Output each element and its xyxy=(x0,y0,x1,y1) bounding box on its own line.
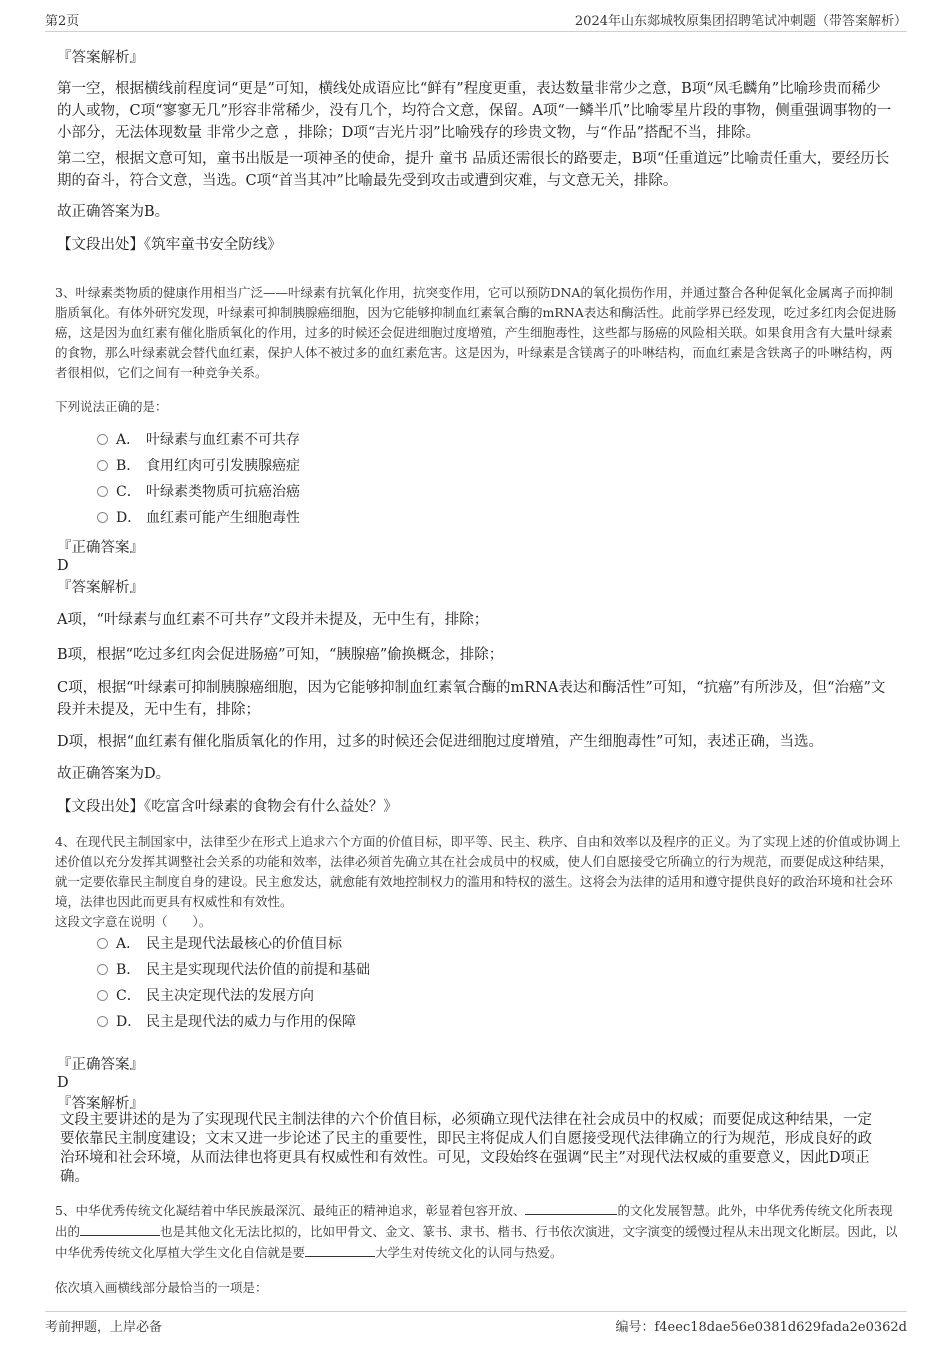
radio-button[interactable] xyxy=(97,460,108,471)
q3-option-d[interactable]: D． 血红素可能产生细胞毒性 xyxy=(97,508,300,528)
q3-prompt: 下列说法正确的是： xyxy=(55,399,168,414)
answer-blank-1 xyxy=(525,1200,617,1215)
radio-button[interactable] xyxy=(97,512,108,523)
q4-correct-answer: D xyxy=(57,1075,69,1091)
q2-source: 【文段出处】《筑牢童书安全防线》 xyxy=(57,237,282,253)
q4-option-c[interactable]: C． 民主决定现代法的发展方向 xyxy=(97,986,314,1006)
radio-button[interactable] xyxy=(97,1016,108,1027)
q4-prompt: 这段文字意在说明（ ）。 xyxy=(55,914,212,929)
q3-stem: 3、叶绿素类物质的健康作用相当广泛——叶绿素有抗氧化作用，抗突变作用，它可以预防DNA的氧化损伤作用，并通过螯合各种促氧化金属离子而抑制脂质氧化。有体外研究发现，叶绿素可抑制胰腺癌细胞，因为它能够抑制血红素氧合酶的mRNA表达和酶活性。此前学界已经发现，吃过多红肉会促进肠癌，这是因为血红素有催化脂质氧化的作用，过多的时候还会促进细胞过度增殖，产生细胞毒性，这些都与肠癌的风险相关联。如果食用含有大量叶绿素的食物，那么叶绿素就会替代血红素，保护人体不被过多的血红素危害。这是因为，叶绿素是含镁离子的卟啉结构，而血红素是含铁离子的卟啉结构，两者很相似，它们之间有一种竞争关系。 xyxy=(55,285,897,380)
q3-correct-label: 『正确答案』 xyxy=(57,540,144,556)
answer-blank-2 xyxy=(80,1221,160,1236)
page-header xyxy=(45,10,907,32)
footer-slogan: 考前押题，上岸必备 xyxy=(45,1320,163,1335)
q2-analysis-label: 『答案解析』 xyxy=(57,50,144,66)
page-footer xyxy=(45,1311,907,1335)
answer-blank-3 xyxy=(305,1242,375,1257)
q3-analysis-d: D项，根据“血红素有催化脂质氧化的作用，过多的时候还会促进细胞过度增殖，产生细胞毒性”可知，表述正确，当选。 xyxy=(57,734,823,750)
q5-prompt: 依次填入画横线部分最恰当的一项是： xyxy=(55,1280,268,1295)
q3-correct-answer: D xyxy=(57,558,69,574)
q3-source: 【文段出处】《吃富含叶绿素的食物会有什么益处？》 xyxy=(57,799,398,815)
q4-option-a[interactable]: A． 民主是现代法最核心的价值目标 xyxy=(97,934,342,954)
q3-option-c[interactable]: C． 叶绿素类物质可抗癌治癌 xyxy=(97,482,300,502)
radio-button[interactable] xyxy=(97,938,108,949)
q3-option-a[interactable]: A． 叶绿素与血红素不可共存 xyxy=(97,430,300,450)
page-number: 第2页 xyxy=(45,14,80,29)
document-title: 2024年山东郯城牧原集团招聘笔试冲刺题（带答案解析） xyxy=(574,14,907,29)
q3-analysis-label: 『答案解析』 xyxy=(57,580,144,596)
radio-button[interactable] xyxy=(97,990,108,1001)
q3-analysis-b: B项，根据“吃过多红肉会促进肠癌”可知，“胰腺癌”偷换概念，排除； xyxy=(57,647,504,663)
q4-analysis-label: 『答案解析』 xyxy=(57,1096,144,1112)
q5-stem: 5、中华优秀传统文化凝结着中华民族最深沉、最纯正的精神追求，彰显着包容开放、 的文化发展智慧。此外，中华优秀传统文化所表现出的 也是其他文化无法比拟的，比如甲骨文、金文、篆书、隶书、楷书、行书依次演进，文字演变的缓慢过程从未出现文化断层。因此，以中华优秀传统文化厚植大学生文化自信就是要 大学生对传统文化的认同与热爱。 xyxy=(55,1200,903,1263)
radio-button[interactable] xyxy=(97,964,108,975)
radio-button[interactable] xyxy=(97,486,108,497)
document-id: 编号：f4eec18dae56e0381d629fada2e0362d xyxy=(615,1320,907,1335)
q4-option-d[interactable]: D． 民主是现代法的威力与作用的保障 xyxy=(97,1012,356,1032)
q3-analysis-c: C项，根据“叶绿素可抑制胰腺癌细胞，因为它能够抑制血红素氧合酶的mRNA表达和酶活性”可知，“抗癌”有所涉及，但“治癌”文段并未提及，无中生有，排除； xyxy=(57,680,886,718)
q4-analysis: 文段主要讲述的是为了实现现代民主制法律的六个价值目标，必须确立现代法律在社会成员中的权威；而要促成这种结果，一定要依靠民主制度建设；文末又进一步论述了民主的重要性，即民主将促成人们自愿接受现代法律确立的行为规范，形成良好的政治环境和社会环境，从而法律也将更具有权威性和有效性。可见，文段始终在强调“民主”对现代法权威的重要意义，因此D项正确。 xyxy=(60,1112,872,1185)
q3-option-b[interactable]: B． 食用红肉可引发胰腺癌症 xyxy=(97,456,300,476)
q2-conclusion: 故正确答案为B。 xyxy=(57,204,170,220)
q4-option-b[interactable]: B． 民主是实现现代法价值的前提和基础 xyxy=(97,960,370,980)
q2-analysis-para2: 第二空，根据文意可知，童书出版是一项神圣的使命，提升 童书 品质还需很长的路要走，B项“任重道远”比喻责任重大，要经历长期的奋斗，符合文意，当选。C项“首当其冲”比喻最先受到攻击或遭到灾难，与文意无关，排除。 xyxy=(57,151,890,189)
q2-analysis-para1: 第一空，根据横线前程度词“更是”可知，横线处成语应比“鲜有”程度更重，表达数量非常少之意，B项“凤毛麟角”比喻珍贵而稀少的人或物，C项“寥寥无几”形容非常稀少，没有几个，均符合文意，保留。A项“一鳞半爪”比喻零星片段的事物，侧重强调事物的一小部分，无法体现数量 非常少之意 ，排除；D项“吉光片羽”比喻残存的珍贵文物，与“作品”搭配不当，排除。 xyxy=(57,81,892,141)
q4-stem: 4、在现代民主制国家中，法律至少在形式上追求六个方面的价值目标，即平等、民主、秩序、自由和效率以及程序的正义。为了实现上述的价值或协调上述价值以充分发挥其调整社会关系的功能和效率，法律必须首先确立其在社会成员中的权威，使人们自愿接受它所确立的行为规范，而要促成这种结果，就一定要依靠民主制度自身的建设。民主愈发达，就愈能有效地控制权力的滥用和特权的滋生。这将会为法律的适用和遵守提供良好的政治环境和社会环境，法律也因此而更具有权威性和有效性。 xyxy=(55,834,901,909)
radio-button[interactable] xyxy=(97,434,108,445)
q4-correct-label: 『正确答案』 xyxy=(57,1057,144,1073)
q3-analysis-a: A项，“叶绿素与血红素不可共存”文段并未提及，无中生有，排除； xyxy=(57,612,489,628)
q3-conclusion: 故正确答案为D。 xyxy=(57,766,171,782)
